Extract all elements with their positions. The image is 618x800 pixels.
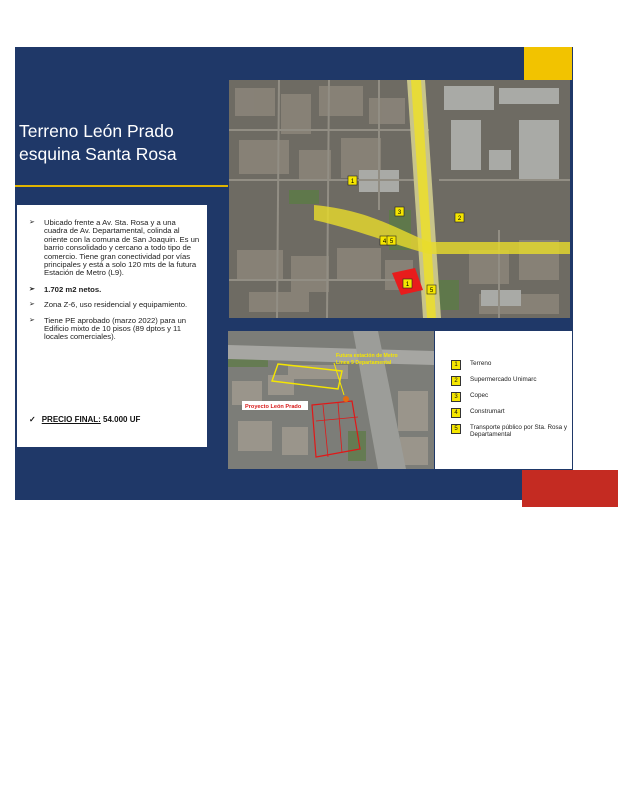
legend-label: Construmart — [470, 408, 505, 415]
legend-label: Transporte público por Sta. Rosa y Departamental — [470, 424, 568, 438]
yellow-accent-block — [524, 47, 572, 80]
bullet-permit — [29, 317, 201, 342]
bullet-text: 1.702 m2 netos. — [44, 284, 102, 294]
map-marker-5: 5 — [389, 239, 394, 245]
arrow-bullet-icon: ➢ — [29, 219, 35, 226]
legend-item-construmart — [451, 408, 572, 418]
legend-label: Terreno — [470, 360, 492, 367]
bullet-zoning — [29, 301, 201, 309]
check-icon: ✓ — [29, 415, 36, 424]
legend-number-1: 1 — [451, 360, 461, 370]
arrow-bullet-icon: ➢ — [29, 316, 35, 324]
metro-station-label-2: Línea 9 Departamental — [336, 360, 392, 366]
bullet-location — [29, 219, 201, 278]
legend-item-copec — [451, 392, 572, 402]
bullet-text: Tiene PE aprobado (marzo 2022) para un Edificio mixto de 10 pisos (89 dptos y 11 locales comerciales). — [44, 315, 187, 342]
legend-number-4: 4 — [451, 408, 461, 418]
map-marker-5-corner: 5 — [429, 288, 434, 294]
arrow-bullet-icon: ➢ — [29, 285, 35, 293]
final-price — [29, 415, 140, 424]
title-line-2: esquina Santa Rosa — [19, 144, 177, 164]
map-marker-2: 2 — [457, 216, 462, 222]
legend-number-2: 2 — [451, 376, 461, 386]
bullet-text: Ubicado frente a Av. Sta. Rosa y a una cuadra de Av. Departamental, colinda al oriente con la comuna de San Joaquin. Es un barrio consolidado y cercano a todo tipo de comercio. Tiene gran conectividad por vías principales y está a solo 120 mts de la futura Estación de Metro (L9). — [44, 218, 200, 278]
bullet-text: Zona Z-6, uso residencial y equipamiento. — [44, 300, 188, 310]
legend-label: Supermercado Unimarc — [470, 376, 537, 383]
metro-station-label-1: Futura estación de Metro — [336, 353, 398, 359]
aerial-map-bottom-image — [228, 331, 434, 469]
aerial-map-top — [229, 80, 570, 318]
legend-item-transporte — [451, 424, 572, 442]
bullet-area — [29, 286, 201, 294]
description-box — [17, 205, 207, 447]
red-accent-block — [522, 470, 618, 507]
legend-number-3: 3 — [451, 392, 461, 402]
price-label: PRECIO FINAL: — [41, 415, 101, 424]
description-bullets — [29, 219, 201, 349]
legend-label: Copec — [470, 392, 489, 399]
legend-item-terreno — [451, 360, 572, 370]
page-title — [19, 120, 177, 166]
price-value: 54.000 UF — [100, 415, 141, 424]
aerial-map-top-image — [229, 80, 570, 318]
map-marker-3: 3 — [397, 210, 402, 216]
title-line-1: Terreno León Prado — [19, 121, 174, 141]
aerial-map-bottom — [228, 331, 434, 469]
legend-number-5: 5 — [451, 424, 461, 434]
legend-list — [451, 360, 572, 448]
project-label: Proyecto León Prado — [245, 404, 302, 410]
arrow-bullet-icon: ➢ — [29, 301, 35, 309]
map-marker-1-site: 1 — [405, 282, 410, 288]
legend-item-unimarc — [451, 376, 572, 386]
title-underline — [15, 185, 228, 187]
map-legend — [435, 331, 572, 469]
map-marker-4: 4 — [382, 239, 387, 245]
map-marker-1: 1 — [350, 179, 355, 185]
